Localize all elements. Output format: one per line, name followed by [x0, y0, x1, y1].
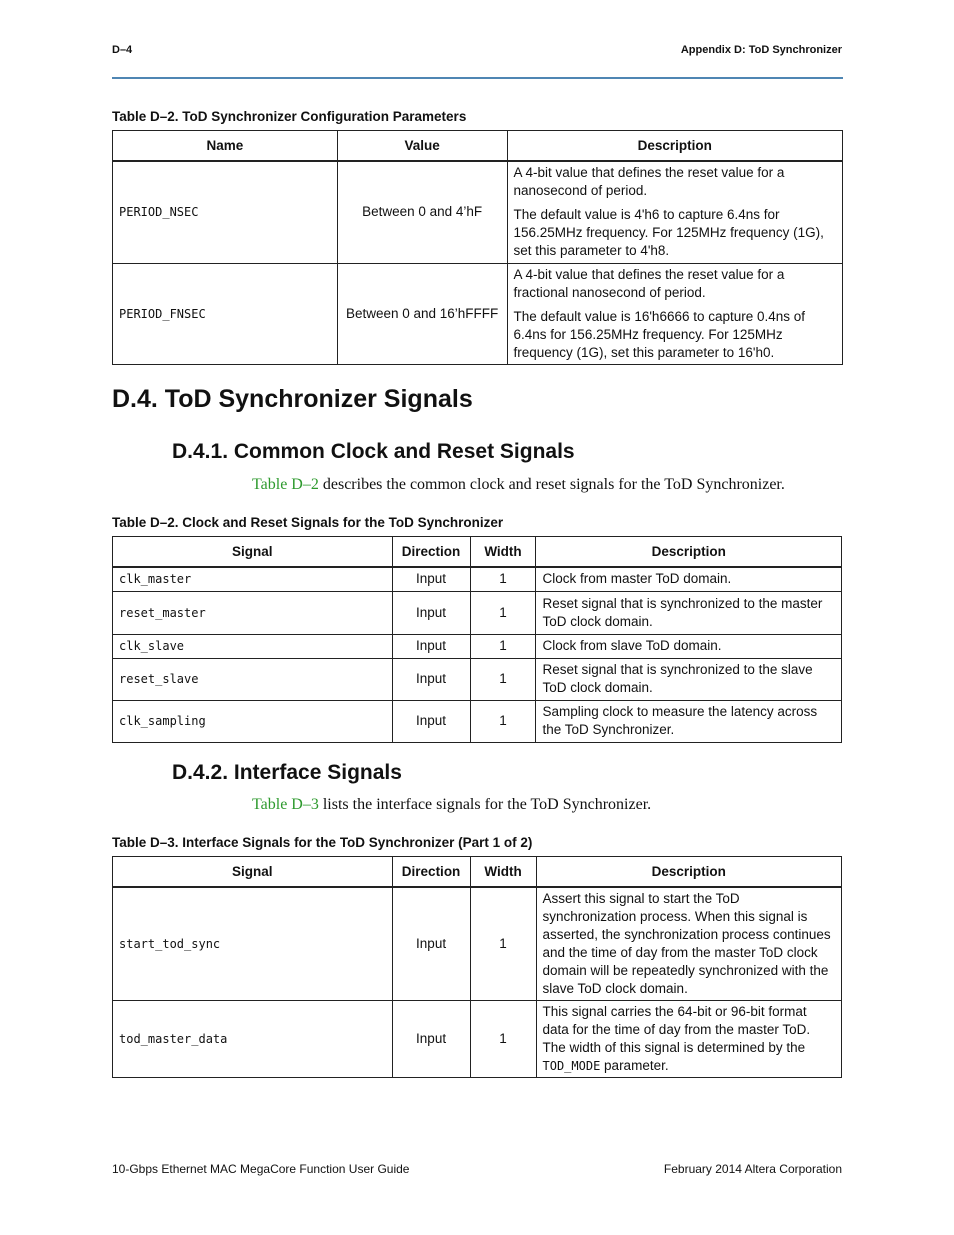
signal-name: clk_slave — [113, 634, 393, 658]
body-paragraph — [252, 796, 651, 814]
signal-direction: Input — [392, 700, 470, 742]
table-row — [113, 887, 842, 1001]
signal-direction: Input — [392, 591, 470, 634]
table1-caption: Table D–2. ToD Synchronizer Configuration Parameters — [112, 109, 467, 124]
signal-width: 1 — [470, 634, 536, 658]
param-description — [507, 161, 842, 263]
param-value: Between 0 and 16’hFFFF — [337, 263, 507, 364]
param-name: PERIOD_FNSEC — [113, 263, 338, 364]
column-header: Width — [470, 857, 536, 888]
column-header: Direction — [392, 857, 470, 888]
body-text: describes the common clock and reset signals for the ToD Synchronizer. — [318, 476, 785, 493]
signal-description: Sampling clock to measure the latency across the ToD Synchronizer. — [536, 700, 842, 742]
column-header: Direction — [392, 537, 470, 568]
page-number: D–4 — [112, 44, 133, 56]
signal-name: reset_master — [113, 591, 393, 634]
table2-caption: Table D–2. Clock and Reset Signals for the ToD Synchronizer — [112, 515, 504, 530]
body-paragraph — [252, 476, 785, 494]
table-header-row — [113, 131, 843, 162]
footer-title: 10-Gbps Ethernet MAC MegaCore Function User Guide — [112, 1162, 410, 1176]
footer-date-company: February 2014 Altera Corporation — [663, 1162, 842, 1176]
description-paragraph: The default value is 4'h6 to capture 6.4ns for 156.25MHz frequency. For 125MHz frequency (1G), set this parameter to 4'h8. — [513, 207, 824, 259]
signal-name: reset_slave — [113, 658, 393, 700]
header-rule — [112, 77, 843, 79]
param-description — [507, 263, 842, 364]
table-link[interactable]: Table D–2 — [252, 476, 319, 493]
table3-caption: Table D–3. Interface Signals for the ToD Synchronizer (Part 1 of 2) — [112, 835, 533, 850]
subsection-heading: D.4.1. Common Clock and Reset Signals — [172, 440, 575, 463]
column-header: Signal — [113, 537, 393, 568]
table-row — [113, 634, 842, 658]
body-text: lists the interface signals for the ToD Synchronizer. — [318, 796, 652, 813]
column-header: Value — [337, 131, 507, 162]
param-value: Between 0 and 4’hF — [337, 161, 507, 263]
signal-name: tod_master_data — [113, 1001, 393, 1078]
signal-width: 1 — [470, 567, 536, 591]
signal-width: 1 — [470, 1001, 536, 1078]
table-row — [113, 161, 843, 263]
column-header: Name — [113, 131, 338, 162]
signal-direction: Input — [392, 567, 470, 591]
signal-description: Reset signal that is synchronized to the slave ToD clock domain. — [536, 658, 842, 700]
subsection-heading: D.4.2. Interface Signals — [172, 761, 402, 784]
description-paragraph: A 4-bit value that defines the reset value for a fractional nanosecond of period. — [513, 266, 785, 300]
signal-direction: Input — [392, 658, 470, 700]
signal-direction: Input — [392, 887, 470, 1001]
signal-width: 1 — [470, 887, 536, 1001]
table-row — [113, 567, 842, 591]
signal-description: Clock from slave ToD domain. — [536, 634, 842, 658]
signal-name: clk_sampling — [113, 700, 393, 742]
table-link[interactable]: Table D–3 — [252, 796, 319, 813]
table-row — [113, 700, 842, 742]
table-header-row — [113, 857, 842, 888]
signal-width: 1 — [470, 700, 536, 742]
signal-name: clk_master — [113, 567, 393, 591]
description-paragraph: A 4-bit value that defines the reset value for a nanosecond of period. — [513, 165, 785, 199]
section-heading: D.4. ToD Synchronizer Signals — [112, 385, 473, 413]
param-name: PERIOD_NSEC — [113, 161, 338, 263]
table-row — [113, 1001, 842, 1078]
description-text: parameter. — [600, 1058, 669, 1073]
interface-signals-table — [112, 856, 842, 1078]
description-text: This signal carries the 64-bit or 96-bit format data for the time of day from the master ToD. The width of this signal is determined by the — [542, 1004, 811, 1055]
signal-direction: Input — [392, 1001, 470, 1078]
code-parameter: TOD_MODE — [542, 1059, 601, 1073]
column-header: Description — [507, 131, 842, 162]
signal-width: 1 — [470, 591, 536, 634]
column-header: Width — [470, 537, 536, 568]
clock-reset-signals-table — [112, 536, 842, 743]
config-parameters-table — [112, 130, 843, 365]
signal-width: 1 — [470, 658, 536, 700]
table-row — [113, 658, 842, 700]
description-paragraph: The default value is 16'h6666 to capture 0.4ns of 6.4ns for 156.25MHz frequency. For 125MHz frequency (1G), set this parameter to 16'h0. — [513, 308, 806, 360]
table-header-row — [113, 537, 842, 568]
signal-description: Clock from master ToD domain. — [536, 567, 842, 591]
column-header: Description — [536, 857, 842, 888]
table-row — [113, 263, 843, 364]
running-header: Appendix D: ToD Synchronizer — [680, 44, 842, 56]
signal-description: Assert this signal to start the ToD synchronization process. When this signal is asserted, the synchronization process continues and the time of day from the master ToD clock domain will be repeatedly synchronized with the slave ToD clock domain. — [536, 887, 842, 1001]
signal-description: Reset signal that is synchronized to the master ToD clock domain. — [536, 591, 842, 634]
signal-description — [536, 1001, 842, 1078]
table-row — [113, 591, 842, 634]
signal-name: start_tod_sync — [113, 887, 393, 1001]
column-header: Description — [536, 537, 842, 568]
column-header: Signal — [113, 857, 393, 888]
signal-direction: Input — [392, 634, 470, 658]
